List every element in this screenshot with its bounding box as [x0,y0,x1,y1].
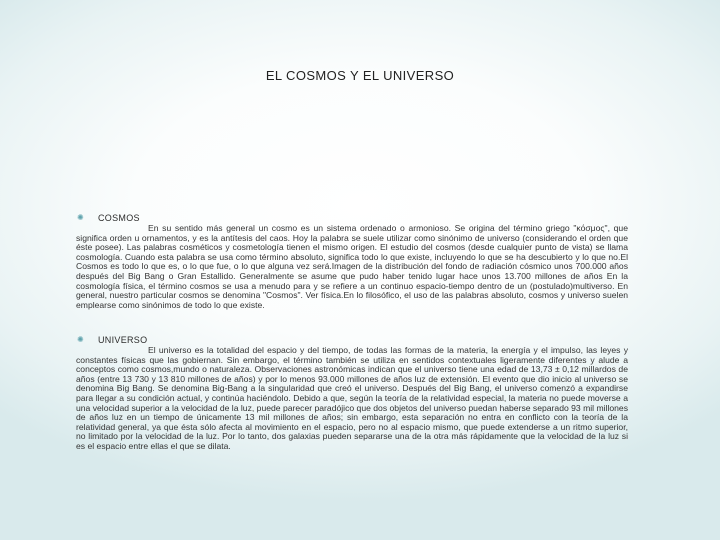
bullet-row [76,212,628,224]
section-heading: UNIVERSO [98,335,148,345]
section-cosmos [76,212,628,310]
section-body: El universo es la totalidad del espacio y del tiempo, de todas las formas de la materia, la energía y el impulso, las leyes y constantes físicas que las gobiernan. Sin embargo, el término también se utiliza en sentidos contextuales ligeramente diferentes y alude a conceptos como cosmos,mundo o naturaleza. Observaciones astronómicas indican que el universo tiene una edad de 13,73 ± 0,12 millardos de años (entre 13 730 y 13 810 millones de años) y por lo menos 93.000 millones de años luz de extensión. El evento que dio inicio al universo se denomina Big Bang. Se denomina Big-Bang a la singularidad que creó el universo. Después del Big Bang, el universo comenzó a expandirse para llegar a su condición actual, y continúa haciéndolo. Debido a que, según la teoría de la relatividad especial, la materia no puede moverse a una velocidad superior a la velocidad de la luz, puede parecer paradójico que dos objetos del universo puedan haberse separado 93 mil millones de años luz en un tiempo de únicamente 13 mil millones de años; sin embargo, esta separación no entra en conflicto con la teoría de la relatividad general, ya que ésta sólo afecta al movimiento en el espacio, pero no al espacio mismo, que puede extenderse a un ritmo superior, no limitado por la velocidad de la luz. Por lo tanto, dos galaxias pueden separarse una de la otra más rápidamente que la velocidad de la luz si es el espacio entre ellas el que se dilata. [76,345,628,451]
bullet-row [76,334,628,346]
section-heading: COSMOS [98,213,140,223]
section-body: En su sentido más general un cosmo es un sistema ordenado o armonioso. Se origina del término griego "κόσμος", que significa orden u ornamentos, y es la antítesis del caos. Hoy la palabra se suele utilizar como sinónimo de universo (considerando el orden que éste posee). Las palabras cosméticos y cosmetología tienen el mismo origen. El estudio del cosmos (desde cualquier punto de vista) se llama cosmología. Cuando esta palabra se usa como término absoluto, significa todo lo que existe, incluyendo lo que se ha descubierto y lo que no.El Cosmos es todo lo que es, o lo que fue, o lo que alguna vez será.Imagen de la distribución del fondo de radiación cósmico unos 700.000 años después del Big Bang o Gran Estallido. Generalmente se asume que pudo haber tenido lugar hace unos 13.700 millones de años En la cosmología física, el término cosmos se usa a menudo para y se refiere a un continuo espacio-tiempo dentro de un (postulado)multiverso. En general, nuestro particular cosmos se denomina "Cosmos". Ver física.En lo filosófico, el uso de las palabras absoluto, cosmos y universo suelen emplearse como sinónimos de todo lo que existe. [76,223,628,310]
section-universo [76,334,628,452]
bullet-icon: ✺ [77,213,84,222]
bullet-icon: ✺ [77,335,84,344]
slide-title: EL COSMOS Y EL UNIVERSO [265,68,455,83]
